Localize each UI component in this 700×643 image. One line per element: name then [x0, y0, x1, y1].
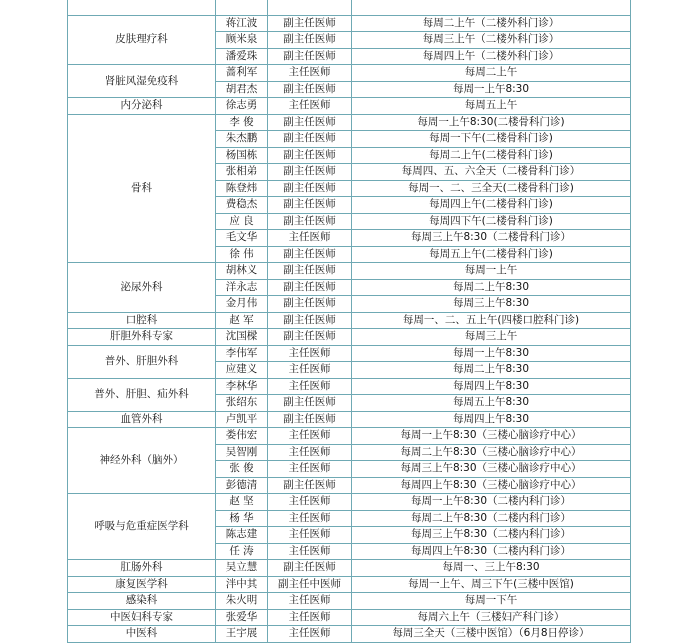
doctor-name-cell: 李伟军: [216, 345, 268, 362]
clinic-time-cell: 每周二上午(二楼骨科门诊): [352, 147, 631, 164]
doctor-name-cell: 徐 伟: [216, 246, 268, 263]
table-row: [68, 312, 631, 329]
doctor-title-cell: 副主任医师: [268, 81, 352, 98]
clinic-time-cell: 每周五上午: [352, 98, 631, 115]
doctor-title-cell: 副主任医师: [268, 279, 352, 296]
doctor-name-cell: 李 俊: [216, 114, 268, 131]
doctor-name-cell: 顾米泉: [216, 32, 268, 49]
doctor-name-cell: 任 涛: [216, 543, 268, 560]
department-cell: 肝胆外科专家: [68, 329, 216, 346]
clinic-time-cell: 每周一下午(二楼骨科门诊): [352, 131, 631, 148]
table-row: [68, 114, 631, 131]
clinic-time-cell: 每周四上午8:30: [352, 378, 631, 395]
doctor-title-cell: [268, 0, 352, 15]
doctor-name-cell: 张 俊: [216, 461, 268, 478]
doctor-title-cell: 副主任中医师: [268, 576, 352, 593]
doctor-title-cell: 主任医师: [268, 362, 352, 379]
table-row: [68, 15, 631, 32]
department-cell: 普外、肝胆外科: [68, 345, 216, 378]
clinic-time-cell: 每周一上午8:30: [352, 345, 631, 362]
doctor-name-cell: 杨 华: [216, 510, 268, 527]
department-cell: 肛肠外科: [68, 560, 216, 577]
department-cell: 骨科: [68, 114, 216, 263]
doctor-name-cell: 朱杰鹏: [216, 131, 268, 148]
table-row: [68, 378, 631, 395]
clinic-time-cell: 每周三上午（二楼外科门诊）: [352, 32, 631, 49]
table-row: [68, 626, 631, 643]
doctor-name-cell: 陈登炜: [216, 180, 268, 197]
doctor-name-cell: 娄伟宏: [216, 428, 268, 445]
clinic-time-cell: 每周一、二、三全天(二楼骨科门诊): [352, 180, 631, 197]
doctor-name-cell: 蔷利军: [216, 65, 268, 82]
department-cell: 普外、肝胆、疝外科: [68, 378, 216, 411]
department-cell: 口腔科: [68, 312, 216, 329]
department-cell: 呼吸与危重症医学科: [68, 494, 216, 560]
department-cell: 中医妇科专家: [68, 609, 216, 626]
clinic-time-cell: 每周四上午8:30: [352, 411, 631, 428]
doctor-name-cell: 卢凯平: [216, 411, 268, 428]
doctor-title-cell: 副主任医师: [268, 213, 352, 230]
doctor-title-cell: 副主任医师: [268, 15, 352, 32]
clinic-time-cell: 每周一下午: [352, 593, 631, 610]
clinic-time-cell: 每周三上午8:30（三楼心脑诊疗中心）: [352, 461, 631, 478]
clinic-time-cell: 每周二上午（二楼外科门诊）: [352, 15, 631, 32]
doctor-title-cell: 副主任医师: [268, 147, 352, 164]
table-row: [68, 98, 631, 115]
doctor-name-cell: 费稳杰: [216, 197, 268, 214]
doctor-title-cell: 副主任医师: [268, 246, 352, 263]
clinic-time-cell: 每周一上午8:30: [352, 81, 631, 98]
clinic-time-cell: 每周二上午: [352, 65, 631, 82]
table-row: [68, 0, 631, 15]
doctor-title-cell: 副主任医师: [268, 329, 352, 346]
doctor-title-cell: 主任医师: [268, 444, 352, 461]
doctor-name-cell: 沈国樑: [216, 329, 268, 346]
doctor-name-cell: 赵 军: [216, 312, 268, 329]
doctor-schedule-table: [67, 0, 631, 643]
doctor-title-cell: 副主任医师: [268, 32, 352, 49]
doctor-name-cell: 张爱华: [216, 609, 268, 626]
doctor-title-cell: 主任医师: [268, 65, 352, 82]
table-row: [68, 263, 631, 280]
doctor-title-cell: 副主任医师: [268, 477, 352, 494]
clinic-time-cell: 每周三全天（三楼中医馆）（6月8日停诊）: [352, 626, 631, 643]
schedule-sheet: [67, 0, 630, 640]
clinic-time-cell: 每周一上午8:30（三楼心脑诊疗中心）: [352, 428, 631, 445]
table-row: [68, 494, 631, 511]
doctor-title-cell: 副主任医师: [268, 180, 352, 197]
doctor-name-cell: 朱火明: [216, 593, 268, 610]
doctor-title-cell: 副主任医师: [268, 114, 352, 131]
clinic-time-cell: 每周四上午8:30（二楼内科门诊）: [352, 543, 631, 560]
doctor-name-cell: 蒋江波: [216, 15, 268, 32]
doctor-name-cell: 泮中其: [216, 576, 268, 593]
schedule-table-body: [68, 0, 631, 642]
doctor-name-cell: 应 良: [216, 213, 268, 230]
doctor-title-cell: 主任医师: [268, 461, 352, 478]
table-row: [68, 411, 631, 428]
doctor-title-cell: 主任医师: [268, 527, 352, 544]
doctor-title-cell: 副主任医师: [268, 197, 352, 214]
doctor-title-cell: 副主任医师: [268, 263, 352, 280]
department-cell: 神经外科（脑外）: [68, 428, 216, 494]
department-cell: 泌尿外科: [68, 263, 216, 313]
clinic-time-cell: 每周三上午8:30: [352, 296, 631, 313]
doctor-name-cell: 彭德清: [216, 477, 268, 494]
table-row: [68, 560, 631, 577]
clinic-time-cell: 每周四上午（二楼外科门诊）: [352, 48, 631, 65]
doctor-name-cell: 胡君杰: [216, 81, 268, 98]
doctor-name-cell: 徐志勇: [216, 98, 268, 115]
clinic-time-cell: 每周五上午(二楼骨科门诊): [352, 246, 631, 263]
department-cell: 中医科: [68, 626, 216, 643]
department-cell: 血管外科: [68, 411, 216, 428]
doctor-name-cell: 赵 坚: [216, 494, 268, 511]
doctor-title-cell: 主任医师: [268, 593, 352, 610]
doctor-name-cell: [216, 0, 268, 15]
doctor-title-cell: 副主任医师: [268, 296, 352, 313]
doctor-title-cell: 副主任医师: [268, 131, 352, 148]
doctor-name-cell: 张相弟: [216, 164, 268, 181]
clinic-time-cell: 每周一上午8:30(二楼骨科门诊): [352, 114, 631, 131]
doctor-name-cell: 金月伟: [216, 296, 268, 313]
clinic-time-cell: 每周五上午8:30: [352, 395, 631, 412]
table-row: [68, 329, 631, 346]
table-row: [68, 593, 631, 610]
clinic-time-cell: 每周三上午8:30（二楼内科门诊）: [352, 527, 631, 544]
doctor-name-cell: 洋永志: [216, 279, 268, 296]
department-cell: 皮肤理疗科: [68, 15, 216, 65]
department-cell: [68, 0, 216, 15]
table-row: [68, 428, 631, 445]
clinic-time-cell: 每周四、五、六全天（二楼骨科门诊）: [352, 164, 631, 181]
doctor-name-cell: 王宇展: [216, 626, 268, 643]
table-row: [68, 609, 631, 626]
clinic-time-cell: 每周四上午8:30（三楼心脑诊疗中心）: [352, 477, 631, 494]
clinic-time-cell: [352, 0, 631, 15]
doctor-title-cell: 主任医师: [268, 494, 352, 511]
doctor-title-cell: 副主任医师: [268, 164, 352, 181]
doctor-title-cell: 主任医师: [268, 428, 352, 445]
doctor-title-cell: 主任医师: [268, 230, 352, 247]
table-row: [68, 345, 631, 362]
doctor-title-cell: 主任医师: [268, 378, 352, 395]
clinic-time-cell: 每周二上午8:30（二楼内科门诊）: [352, 510, 631, 527]
clinic-time-cell: 每周四下午(二楼骨科门诊): [352, 213, 631, 230]
clinic-time-cell: 每周四上午(二楼骨科门诊): [352, 197, 631, 214]
department-cell: 感染科: [68, 593, 216, 610]
clinic-time-cell: 每周一上午8:30（二楼内科门诊）: [352, 494, 631, 511]
department-cell: 康复医学科: [68, 576, 216, 593]
doctor-title-cell: 主任医师: [268, 98, 352, 115]
doctor-name-cell: 杨国栋: [216, 147, 268, 164]
table-row: [68, 65, 631, 82]
doctor-name-cell: 胡林义: [216, 263, 268, 280]
clinic-time-cell: 每周一、三上午8:30: [352, 560, 631, 577]
clinic-time-cell: 每周一上午: [352, 263, 631, 280]
clinic-time-cell: 每周六上午（三楼妇产科门诊）: [352, 609, 631, 626]
doctor-title-cell: 副主任医师: [268, 560, 352, 577]
doctor-name-cell: 吴智刚: [216, 444, 268, 461]
doctor-name-cell: 毛文华: [216, 230, 268, 247]
doctor-title-cell: 主任医师: [268, 345, 352, 362]
clinic-time-cell: 每周二上午8:30: [352, 362, 631, 379]
doctor-title-cell: 主任医师: [268, 543, 352, 560]
doctor-title-cell: 主任医师: [268, 510, 352, 527]
clinic-time-cell: 每周三上午: [352, 329, 631, 346]
doctor-name-cell: 潘爱珠: [216, 48, 268, 65]
department-cell: 肾脏风湿免疫科: [68, 65, 216, 98]
doctor-title-cell: 副主任医师: [268, 312, 352, 329]
doctor-name-cell: 李林华: [216, 378, 268, 395]
doctor-name-cell: 张绍东: [216, 395, 268, 412]
clinic-time-cell: 每周二上午8:30: [352, 279, 631, 296]
doctor-name-cell: 吴立慧: [216, 560, 268, 577]
clinic-time-cell: 每周三上午8:30（二楼骨科门诊）: [352, 230, 631, 247]
clinic-time-cell: 每周一、二、五上午(四楼口腔科门诊): [352, 312, 631, 329]
doctor-title-cell: 副主任医师: [268, 411, 352, 428]
clinic-time-cell: 每周二上午8:30（三楼心脑诊疗中心）: [352, 444, 631, 461]
department-cell: 内分泌科: [68, 98, 216, 115]
doctor-title-cell: 主任医师: [268, 626, 352, 643]
table-row: [68, 576, 631, 593]
doctor-title-cell: 副主任医师: [268, 48, 352, 65]
clinic-time-cell: 每周一上午、周三下午(三楼中医馆): [352, 576, 631, 593]
doctor-name-cell: 应建义: [216, 362, 268, 379]
doctor-title-cell: 主任医师: [268, 609, 352, 626]
doctor-title-cell: 副主任医师: [268, 395, 352, 412]
doctor-name-cell: 陈志建: [216, 527, 268, 544]
